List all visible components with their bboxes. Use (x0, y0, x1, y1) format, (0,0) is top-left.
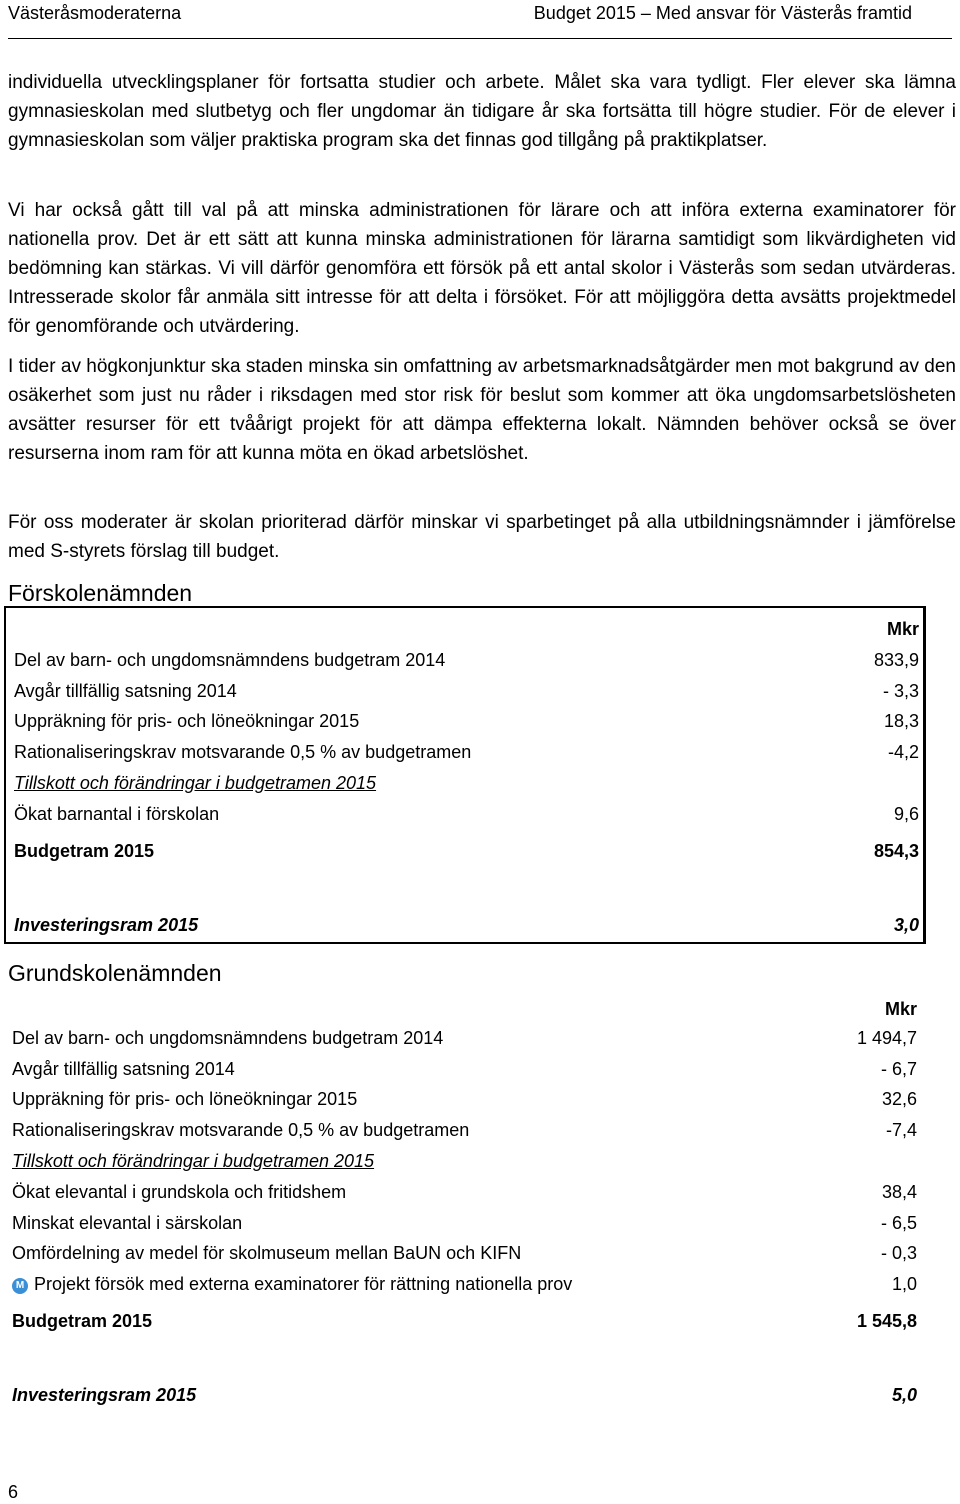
row-value: 18,3 (883, 711, 919, 731)
row-label: Uppräkning för pris- och löneökningar 2015 (14, 711, 360, 731)
row-label: Projekt försök med externa examinatorer för rättning nationella prov (34, 1274, 573, 1294)
total-label: Budgetram 2015 (12, 1311, 153, 1331)
forskola-total-row (14, 838, 919, 864)
row-value: 1,0 (891, 1274, 917, 1294)
table-row (14, 647, 919, 673)
row-label: Rationaliseringskrav motsvarande 0,5 % av budgetramen (14, 742, 472, 762)
paragraph-2: Vi har också gått till val på att minska administrationen för lärare och att införa externa examinatorer för nationella prov. Det är ett sätt att kunna minska administrationen för lärarna samtidigt som likvärdigheten vid bedömning kan stärkas. Vi vill därför genomföra ett försök på ett antal skolor i Västerås som sedan utvärderas. Intresserade skolor får anmäla sitt intresse för att delta i försöket. För att möjliggöra detta avsätts projektmedel för genomförande och utvärdering. (8, 200, 956, 337)
row-label: Ökat elevantal i grundskola och fritidshem (12, 1182, 347, 1202)
header-left: Västeråsmoderaterna (8, 3, 182, 23)
table-row (12, 1025, 917, 1051)
row-value: 38,4 (881, 1182, 917, 1202)
row-value: -4,2 (887, 742, 919, 762)
grundskola-title: Grundskolenämnden (8, 960, 222, 986)
row-value: - 3,3 (882, 681, 919, 701)
forskola-unit-row (14, 616, 919, 642)
page-header (8, 0, 952, 39)
row-value: - 6,7 (880, 1059, 917, 1079)
row-label: Del av barn- och ungdomsnämndens budgetram 2014 (12, 1028, 444, 1048)
forskola-subheading-row (14, 770, 919, 796)
paragraph-3: I tider av högkonjunktur ska staden minska sin omfattning av arbetsmarknadsåtgärder men mot bakgrund av den osäkerhet som just nu råder i riksdagen med stor risk för beslut som kommer att öka ungdomsarbetslösheten avsätter resurser för ett tvåårigt projekt för att dämpa effekterna lokalt. Nämnden behöver också se över resurserna inom ram för att kunna möta en ökad arbetslöshet. (8, 356, 956, 464)
grundskola-subheading-row (12, 1148, 917, 1174)
forskola-table (4, 606, 926, 944)
invest-value: 5,0 (891, 1385, 917, 1405)
grundskola-total-row (12, 1308, 917, 1334)
table-row (14, 739, 919, 765)
row-label: Ökat barnantal i förskolan (14, 804, 220, 824)
grundskola-unit: Mkr (884, 999, 917, 1019)
table-row (14, 801, 919, 827)
table-row (12, 1271, 917, 1297)
row-value: 32,6 (881, 1089, 917, 1109)
table-row (12, 1117, 917, 1143)
row-value: 9,6 (893, 804, 919, 824)
row-value: - 0,3 (880, 1243, 917, 1263)
table-row (12, 1210, 917, 1236)
moderaterna-logo-icon: M (12, 1278, 28, 1294)
grundskola-table (4, 988, 921, 1418)
row-label: Rationaliseringskrav motsvarande 0,5 % av budgetramen (12, 1120, 470, 1140)
row-value: 1 494,7 (856, 1028, 917, 1048)
grundskola-invest-row (12, 1382, 917, 1408)
row-value: - 6,5 (880, 1213, 917, 1233)
invest-value: 3,0 (893, 915, 919, 935)
row-label: Minskat elevantal i särskolan (12, 1213, 243, 1233)
forskola-title: Förskolenämnden (8, 580, 193, 606)
table-row (14, 708, 919, 734)
row-label: Omfördelning av medel för skolmuseum mellan BaUN och KIFN (12, 1243, 522, 1263)
row-value: -7,4 (885, 1120, 917, 1140)
row-value: 833,9 (873, 650, 919, 670)
row-label: Del av barn- och ungdomsnämndens budgetram 2014 (14, 650, 446, 670)
forskola-subheading: Tillskott och förändringar i budgetramen 2015 (14, 773, 377, 793)
table-row (12, 1179, 917, 1205)
row-label: Avgår tillfällig satsning 2014 (14, 681, 237, 701)
header-right: Budget 2015 – Med ansvar för Västerås framtid (533, 3, 912, 23)
row-label: Avgår tillfällig satsning 2014 (12, 1059, 235, 1079)
table-row (14, 678, 919, 704)
total-label: Budgetram 2015 (14, 841, 155, 861)
grundskola-unit-row (12, 996, 917, 1022)
forskola-invest-row (14, 912, 919, 938)
total-value: 1 545,8 (856, 1311, 917, 1331)
table-row (12, 1056, 917, 1082)
table-row (12, 1086, 917, 1112)
row-label: Uppräkning för pris- och löneökningar 2015 (12, 1089, 358, 1109)
invest-label: Investeringsram 2015 (12, 1385, 197, 1405)
page-number: 6 (8, 1482, 19, 1502)
paragraph-4: För oss moderater är skolan prioriterad därför minskar vi sparbetinget på alla utbildningsnämnder i jämförelse med S-styrets förslag till budget. (8, 512, 956, 562)
row-label-with-logo (12, 1271, 572, 1297)
total-value: 854,3 (873, 841, 919, 861)
forskola-unit: Mkr (886, 619, 919, 639)
table-row (12, 1240, 917, 1266)
paragraph-1: individuella utvecklingsplaner för fortsatta studier och arbete. Målet ska vara tydligt. Fler elever ska lämna gymnasieskolan med slutbetyg och fler ungdomar än tidigare år ska fortsätta till högre studier. För de elever i gymnasieskolan som väljer praktiska program ska det finnas god tillgång på praktikplatser. (8, 72, 956, 151)
invest-label: Investeringsram 2015 (14, 915, 199, 935)
grundskola-subheading: Tillskott och förändringar i budgetramen 2015 (12, 1151, 375, 1171)
